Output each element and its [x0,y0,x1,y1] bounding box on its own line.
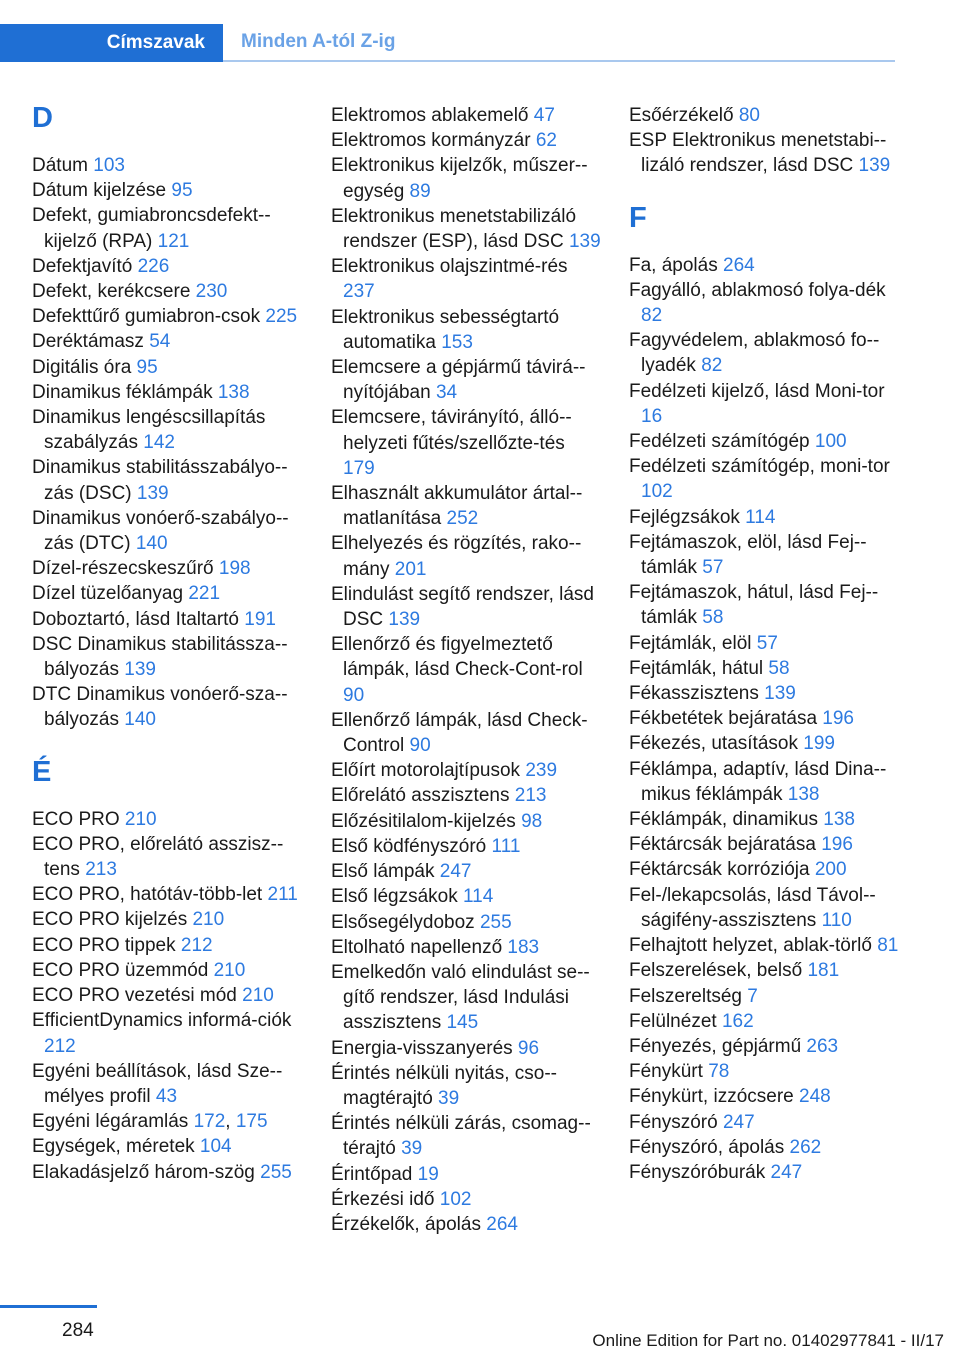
tab-minden-a-tol-z-ig[interactable]: Minden A-tól Z-ig [223,24,895,62]
index-entry [32,1160,302,1185]
page-link[interactable]: 62 [535,130,557,152]
index-entry [331,884,601,909]
index-term: Elhelyezés és rögzítés, rako-mány [331,533,582,580]
index-entry [331,1061,601,1111]
index-entry [331,1162,601,1187]
page-link[interactable]: 39 [401,1138,423,1160]
page-link[interactable]: 248 [799,1086,831,1108]
section-letter: É [32,755,52,788]
index-entry [331,1212,601,1237]
index-term: Fedélzeti számítógép, moni-tor [629,456,890,478]
index-term: Elektromos ablakemelő [331,105,534,126]
index-entry [32,907,302,932]
page-link[interactable]: 145 [446,1012,479,1034]
page-link[interactable]: 19 [417,1163,439,1185]
index-entry [32,304,302,329]
index-entry [629,328,899,378]
page-link[interactable]: 90 [343,684,365,706]
section-letter: F [629,201,647,234]
index-entry [629,706,899,731]
page-link[interactable]: 247 [722,1111,755,1133]
index-term: Előírt motorolajtípusok [331,760,526,782]
page-link[interactable]: 7 [747,985,758,1007]
page-link[interactable]: 54 [149,331,171,353]
index-entry [629,253,899,278]
index-entry [331,960,601,1036]
page-link[interactable]: 255 [260,1161,292,1183]
footer-rule [0,1305,97,1308]
index-term: Elektronikus menetstabilizáló rendszer (ESP), lásd DSC [331,205,577,253]
index-entry [629,958,899,983]
page-link[interactable]: 179 [343,457,375,479]
page-link[interactable]: 103 [93,155,125,176]
index-entry [629,883,899,933]
index-term: Elektronikus kijelzők, műszer-egység [331,155,588,202]
page-link[interactable]: 90 [409,735,431,757]
index-entry [32,556,302,581]
page-link[interactable]: 58 [768,657,790,679]
index-entry [629,505,899,530]
index-term: Előzésitilalom-kijelzés [331,810,522,832]
page-link[interactable]: 138 [217,381,250,403]
page-link[interactable]: 43 [155,1085,178,1107]
page-link[interactable]: 121 [157,230,190,252]
index-entry [331,708,601,758]
page-link[interactable]: 111 [491,835,521,857]
page-link[interactable]: 82 [641,305,663,327]
index-entry [629,429,899,454]
index-entry [32,882,302,907]
index-term: Elektronikus olajszintmé-rés [331,256,568,278]
index-entry [32,807,302,832]
index-term: Fénykürt, izzócsere [629,1086,799,1108]
page-link[interactable]: 82 [701,355,723,377]
index-term: Elemcsere, távirányító, álló-helyzeti fűtés/szellőzte-tés [331,407,572,454]
index-term: Eltolható napellenző [331,936,508,958]
index-entry [629,103,899,128]
page-link[interactable]: 100 [814,431,847,453]
index-entry [32,178,302,203]
index-term: Dinamikus lengéscsillapítás szabályzás [32,407,266,454]
index-entry [32,682,302,732]
index-entry [629,1034,899,1059]
page-link[interactable]: 139 [124,659,156,681]
index-term: Deréktámasz [32,331,150,353]
page-link[interactable]: 175 [235,1111,268,1133]
index-term: Fényszóró [629,1111,723,1133]
index-entry [331,859,601,884]
page-link[interactable]: 81 [877,935,899,957]
index-entry [331,1187,601,1212]
page-link[interactable]: 58 [702,607,724,629]
index-entry [32,506,302,556]
index-term: ECO PRO, hatótáv-több-let [32,884,268,906]
tab-cimszavak[interactable]: Címszavak [0,24,223,62]
page-link[interactable]: 114 [463,886,494,908]
index-term: Digitális óra [32,356,137,378]
page-link[interactable]: 212 [180,934,213,956]
page-link[interactable]: 139 [858,155,891,177]
index-term: Felszereltség [629,985,748,1007]
index-entry [331,809,601,834]
edition-note: Online Edition for Part no. 01402977841 - II/17 [592,1331,944,1350]
index-entry [629,757,899,807]
page-link[interactable]: 210 [242,985,274,1007]
section-letter: D [32,102,53,134]
index-entry [331,128,601,153]
page-link[interactable]: 263 [806,1035,839,1057]
index-term: Elemcsere a gépjármű távirá-nyítójában [331,357,586,404]
index-entry [331,305,601,355]
index-entry [331,910,601,935]
index-entry [32,581,302,606]
page-link[interactable]: 201 [394,558,427,580]
page-link[interactable]: 196 [822,708,854,730]
index-term: Ellenőrző lámpák, lásd Check-Control [331,709,588,757]
index-entry [629,454,899,504]
index-term: ECO PRO, előrelátó asszisz-tens [32,833,284,881]
index-term: Elektromos kormányzár [331,130,536,152]
index-entry [629,278,899,328]
index-term: Fékbetétek bejáratása [629,708,823,730]
page-link[interactable]: 247 [439,861,472,883]
index-entry [32,958,302,983]
index-term: ECO PRO tippek [32,934,181,956]
page-link[interactable]: 139 [764,683,796,705]
page-link[interactable]: 162 [721,1010,754,1032]
page-link[interactable]: 57 [756,632,778,654]
index-term: Fejtámaszok, elöl, lásd Fej-támlák [629,531,867,579]
index-entry [331,204,601,254]
index-entry: Egyéni légáramlás 172, 175 [32,1111,268,1133]
page-link[interactable]: 34 [435,382,458,404]
page-link[interactable]: 16 [641,405,663,427]
index-term: Érkezési idő [331,1188,440,1210]
index-term: Fagyvédelem, ablakmosó fo-lyadék [629,330,880,377]
index-term: Első légzsákok [331,886,464,908]
index-column-1 [32,103,302,1185]
index-entry [32,933,302,958]
index-entry [629,1009,899,1034]
page-link[interactable]: 142 [143,432,175,454]
page-link[interactable]: 139 [568,231,601,253]
index-entry [331,405,601,481]
page-link[interactable]: 262 [789,1136,822,1158]
index-term: ESP Elektronikus menetstabi-lizáló rendszer, lásd DSC [629,130,887,177]
page-link[interactable]: 104 [199,1136,232,1158]
index-term: Féktárcsák bejáratása [629,834,822,856]
index-entry [629,832,899,857]
index-term: Egyéni légáramlás [32,1111,194,1133]
index-term: Fényezés, gépjármű [629,1035,807,1057]
index-entry [32,355,302,380]
index-term: Felszerelések, belső [629,960,808,982]
index-term: Defekt, gumiabroncsdefekt-kijelző (RPA) [32,205,271,252]
index-term: Féktárcsák korróziója [629,859,815,881]
index-term: Doboztartó, lásd Italtartó [32,608,245,630]
page-link[interactable]: 183 [507,936,540,958]
index-entry [331,632,601,708]
index-term: Elakadásjelző három-szög [32,1161,261,1183]
index-term: Dátum [32,155,94,176]
index-entry [32,153,302,178]
index-term: Érzékelők, ápolás [331,1213,487,1235]
index-term: Fénykürt [629,1061,709,1083]
index-entry [331,935,601,960]
page-link[interactable]: 110 [821,909,852,931]
index-term: Dátum kijelzése [32,180,172,202]
index-term: Elsősegélydoboz [331,911,480,933]
index-entry [629,984,899,1009]
index-term: Dinamikus vonóerő-szabályo-zás (DTC) [32,507,289,555]
index-entry [331,1036,601,1061]
page-link[interactable]: 252 [446,508,479,530]
index-entry [32,203,302,253]
page-link[interactable]: 237 [343,281,375,303]
index-term: Fedélzeti számítógép [629,431,815,453]
page-link[interactable]: 210 [124,808,157,830]
index-entry [331,531,601,581]
index-entry [629,530,899,580]
page-link[interactable]: 140 [124,709,156,731]
index-entry [629,1135,899,1160]
index-term: Egységek, méretek [32,1136,200,1158]
page-link[interactable]: 39 [438,1087,460,1109]
page-link[interactable]: 239 [525,760,558,782]
index-term: Fényszóróburák [629,1161,771,1183]
index-term: Fa, ápolás [629,254,723,276]
page-link[interactable]: 213 [514,785,547,807]
index-term: Elindulást segítő rendszer, lásd DSC [331,583,594,631]
index-entry [331,1111,601,1161]
page-link[interactable]: 247 [770,1161,803,1183]
index-entry [331,254,601,304]
index-entry [629,1110,899,1135]
index-entry [629,731,899,756]
page-link[interactable]: 102 [439,1188,472,1210]
index-term: Felülnézet [629,1010,722,1032]
index-entry [629,631,899,656]
index-term: Felhajtott helyzet, ablak-törlő [629,935,878,957]
index-term: Esőérzékelő [629,105,739,126]
page-link[interactable]: 89 [409,180,431,202]
page-link[interactable]: 230 [195,281,228,303]
page-link[interactable]: 139 [388,609,421,631]
index-entry [331,355,601,405]
page-link[interactable]: 213 [85,859,117,881]
index-entry [32,329,302,354]
index-entry [629,656,899,681]
index-term: Féklámpák, dinamikus [629,809,824,831]
index-entry [629,807,899,832]
index-entry [629,128,899,178]
index-term: EfficientDynamics informá-ciók [32,1010,292,1032]
index-term: DTC Dinamikus vonóerő-sza-bályozás [32,684,288,731]
index-entry [32,279,302,304]
page-link[interactable]: 57 [702,557,724,579]
page-link[interactable]: 200 [814,859,847,881]
page-link[interactable]: 98 [521,810,543,832]
index-term: Előrelátó asszisztens [331,785,515,807]
index-term: Fejtámlák, hátul [629,657,769,679]
index-term: Dízel-részecskeszűrő [32,558,219,580]
index-term: Ellenőrző és figyelmeztető lámpák, lásd Check-Cont-rol [331,634,583,681]
index-entry [32,1134,302,1159]
index-entry [32,983,302,1008]
index-term: ECO PRO [32,808,125,830]
index-term: Érintőpad [331,1163,418,1185]
index-term: Fékasszisztens [629,683,765,705]
page-link[interactable]: 181 [807,960,840,982]
page-link[interactable]: 153 [441,331,473,353]
index-entry [32,832,302,882]
page-link[interactable]: 114 [745,506,776,528]
index-entry [331,153,601,203]
index-entry [629,580,899,630]
page-link[interactable]: 102 [641,481,673,503]
page-link[interactable]: 139 [136,482,169,504]
index-term: Energia-visszanyerés [331,1037,518,1059]
index-entry [32,380,302,405]
index-entry [629,933,899,958]
page-link[interactable]: 212 [44,1035,76,1057]
index-term: Érintés nélküli nyitás, cso-magtérajtó [331,1062,557,1109]
index-entry [32,607,302,632]
index-term: Első ködfényszóró [331,835,492,857]
page-link[interactable]: 198 [218,558,251,580]
page-link[interactable]: 140 [135,533,168,555]
page-link[interactable]: 264 [486,1213,518,1235]
index-entry [331,758,601,783]
index-entry [629,1084,899,1109]
index-term: Defekt, kerékcsere [32,281,196,303]
index-term: Defekttűrő gumiabron-csok [32,306,266,328]
index-term: Dízel tüzelőanyag [32,583,189,605]
index-entry [32,1008,302,1058]
page-link[interactable]: 78 [708,1061,730,1083]
index-term: Fékezés, utasítások [629,733,804,755]
index-term: ECO PRO kijelzés [32,909,193,931]
index-entry [32,632,302,682]
page-link[interactable]: 210 [213,959,246,981]
page-link[interactable]: 255 [479,911,512,933]
page-link[interactable]: 47 [533,105,555,126]
index-term: Féklámpa, adaptív, lásd Dina-mikus féklámpák [629,758,887,805]
page-link[interactable]: 95 [136,356,158,378]
header-tabs [0,24,895,62]
index-term: Fejlégzsákok [629,506,746,528]
page-link[interactable]: 191 [244,608,276,630]
page-link[interactable]: 172 [193,1111,226,1133]
page-link[interactable]: 226 [137,255,170,277]
index-entry [629,1160,899,1185]
index-term: Fel-/lekapcsolás, lásd Távol-ságifény-asszisztens [629,884,876,931]
page-link[interactable]: 196 [821,834,853,856]
page-link[interactable]: 264 [723,254,755,276]
index-term: Fejtámlák, elöl [629,632,757,654]
index-term: Fedélzeti kijelző, lásd Moni-tor [629,380,885,402]
index-entry [32,1059,302,1109]
index-term: DSC Dinamikus stabilitássza-bályozás [32,633,288,681]
index-entry [331,834,601,859]
page-link[interactable]: 80 [738,105,760,126]
index-term: Fagyálló, ablakmosó folya-dék [629,279,886,301]
index-entry [629,681,899,706]
page-link[interactable]: 211 [267,884,298,906]
index-entry [32,455,302,505]
page-link[interactable]: 138 [823,809,855,831]
index-term: Fejtámaszok, hátul, lásd Fej-támlák [629,582,879,629]
index-entry [331,481,601,531]
index-entry [32,405,302,455]
index-term: Egyéni beállítások, lásd Sze-mélyes profil [32,1060,283,1107]
index-entry [629,857,899,882]
index-term: Defektjavító [32,255,138,277]
page-link[interactable]: 199 [803,733,835,755]
page-link[interactable]: 210 [192,909,225,931]
index-term: Emelkedőn való elindulást se-gítő rendszer, lásd Indulási asszisztens [331,961,590,1034]
page-link[interactable]: 96 [517,1037,540,1059]
index-term: Elektronikus sebességtartó automatika [331,306,560,353]
index-term: ECO PRO üzemmód [32,959,214,981]
index-entry [32,254,302,279]
page-link[interactable]: 225 [265,306,298,328]
index-term: ECO PRO vezetési mód [32,985,243,1007]
index-entry [331,582,601,632]
index-term: Dinamikus féklámpák [32,381,218,403]
page-link[interactable]: 221 [188,583,221,605]
index-column-3 [629,103,899,1185]
index-term: Fényszóró, ápolás [629,1136,790,1158]
index-term: Érintés nélküli zárás, csomag-térajtó [331,1113,591,1160]
index-term: Elhasznált akkumulátor ártal-matlanítása [331,483,583,530]
page-link[interactable]: 138 [787,783,820,805]
index-entry [629,379,899,429]
page-number: 284 [62,1320,94,1341]
index-entry [331,103,601,128]
index-column-2 [331,103,601,1237]
index-term: Első lámpák [331,861,440,883]
page-link[interactable]: 95 [171,180,193,202]
index-entry [331,783,601,808]
index-term: Dinamikus stabilitásszabályo-zás (DSC) [32,457,288,504]
index-entry [629,1059,899,1084]
